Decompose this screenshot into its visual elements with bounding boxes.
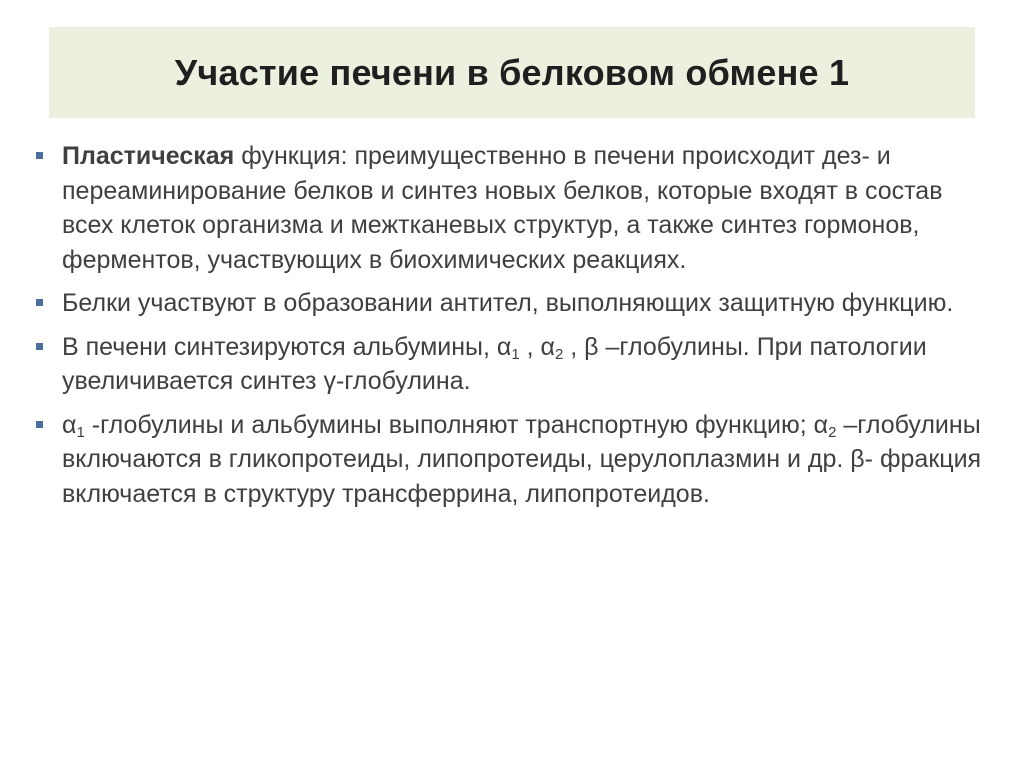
bullet-text: Белки участвуют в образовании антител, выполняющих защитную функцию. bbox=[62, 289, 954, 317]
subscript-index: 2 bbox=[828, 423, 837, 441]
bullet-text-part: –глобулины включаются в гликопротеиды, липопротеиды, церулоплазмин и др. β- фракция включается в структуру трансферрина, липопротеидов. bbox=[62, 410, 982, 508]
bullet-text-part: -глобулины и альбумины выполняют транспортную функцию; α bbox=[84, 410, 829, 439]
square-bullet-icon bbox=[36, 299, 43, 306]
bullet-item-antibodies bbox=[36, 286, 996, 321]
subscript-index: 2 bbox=[555, 345, 564, 363]
bullet-text-part: В печени синтезируются альбумины, α bbox=[62, 332, 512, 361]
bullet-list bbox=[36, 139, 996, 511]
slide-title-box bbox=[49, 27, 975, 118]
bullet-text-part: , β –глобулины. При патологии увеличивается синтез γ-глобулина. bbox=[62, 332, 927, 395]
square-bullet-icon bbox=[36, 343, 43, 350]
square-bullet-icon bbox=[36, 421, 43, 428]
bullet-item-globulins-synthesis bbox=[36, 330, 996, 399]
bullet-text-part: , α bbox=[519, 332, 555, 361]
bullet-bold-term: Пластическая bbox=[62, 142, 235, 170]
subscript-index: 1 bbox=[76, 423, 85, 441]
bullet-item-transport-function bbox=[36, 408, 996, 512]
square-bullet-icon bbox=[36, 152, 43, 159]
bullet-text: функция: преимущественно в печени происходит дез- и переаминирование белков и синтез новых белков, которые входят в состав всех клеток организма и межтканевых структур, а также синтез гормонов, ферментов, участвующих в биохимических реакциях. bbox=[62, 142, 943, 274]
bullet-item-plastic-function bbox=[36, 139, 996, 277]
slide-title: Участие печени в белковом обмене 1 bbox=[174, 51, 850, 93]
bullet-text-part: α bbox=[62, 410, 77, 439]
subscript-index: 1 bbox=[511, 345, 520, 363]
